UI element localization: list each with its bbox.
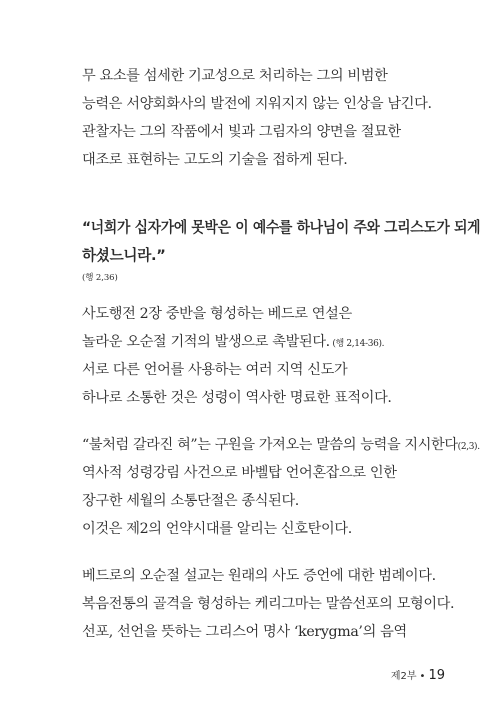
text-line: 능력은 서양회화사의 발전에 지워지지 않는 인상을 남긴다. [82, 96, 432, 112]
text-line: 하나로 소통한 것은 성령이 역사한 명료한 표적이다. [82, 390, 392, 406]
quote-line: 하셨느니라.” [82, 247, 166, 264]
text-line: 사도행전 2장 중반을 형성하는 베드로 연설은 [82, 306, 352, 322]
text-line: 이것은 제2의 언약시대를 알리는 신호탄이다. [82, 521, 352, 537]
text-line: 역사적 성령강림 사건으로 바벨탑 언어혼잡으로 인한 [82, 465, 397, 481]
page-footer [391, 664, 445, 683]
text-line: 복음전통의 골격을 형성하는 케리그마는 말씀선포의 모형이다. [82, 596, 455, 612]
text-span: “불처럼 갈라진 혀”는 구원을 가져오는 말씀의 능력을 지시한다 [82, 437, 458, 453]
text-line [82, 332, 384, 354]
quote-line: “너희가 십자가에 못박은 이 예수를 하나님이 주와 그리스도가 되게 [82, 219, 481, 236]
text-line: 베드로의 오순절 설교는 원래의 사도 증언에 대한 범례이다. [82, 568, 436, 584]
text-line: 장구한 세월의 소통단절은 종식된다. [82, 493, 299, 509]
scripture-reference: (행 2,14-36). [329, 339, 385, 349]
text-line: 관찰자는 그의 작품에서 빛과 그림자의 양면을 절묘한 [82, 124, 401, 140]
page-number: 19 [428, 668, 445, 683]
text-line: 대조로 표현하는 고도의 기술을 접하게 된다. [82, 152, 348, 168]
text-line: 서로 다른 언어를 사용하는 여러 지역 신도가 [82, 362, 348, 378]
footer-separator: • [419, 671, 426, 682]
quote-citation: (행 2,36) [82, 273, 118, 283]
text-line: 선포, 선언을 뜻하는 그리스어 명사 ‘kerygma’의 음역 [82, 624, 407, 640]
scripture-reference: (2,3). [457, 442, 480, 452]
text-span: 놀라운 오순절 기적의 발생으로 촉발된다. [82, 334, 330, 350]
part-label: 제2부 [390, 671, 417, 682]
text-line: 무 요소를 섬세한 기교성으로 처리하는 그의 비범한 [82, 68, 388, 84]
text-line [82, 435, 480, 457]
